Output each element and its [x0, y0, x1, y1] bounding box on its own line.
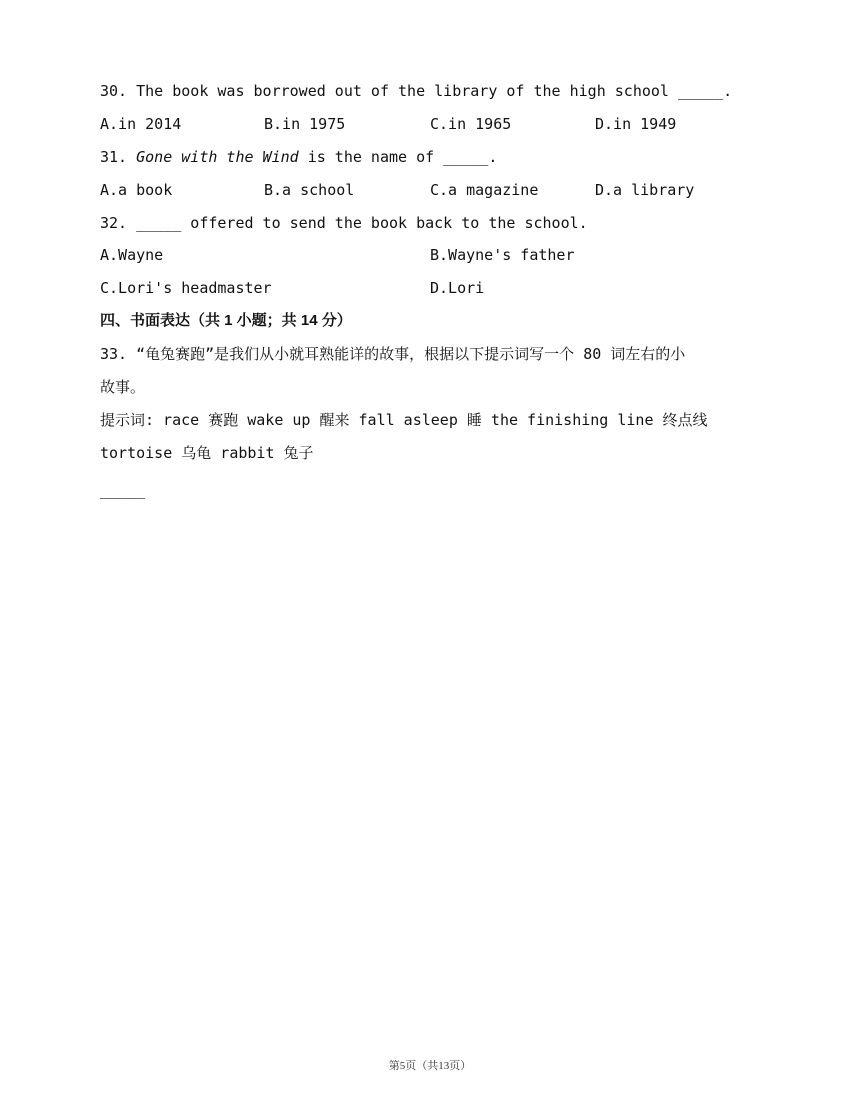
q31-number: 31. — [100, 148, 137, 166]
q33-hints-line2: tortoise 乌龟 rabbit 兔子 — [100, 444, 314, 462]
q31-option-a: A.a book — [100, 181, 173, 199]
q31-book-title: Gone with the Wind — [136, 148, 299, 166]
q31-option-c: C.a magazine — [430, 181, 539, 199]
q31-option-b: B.a school — [264, 181, 355, 199]
q30-option-a: A.in 2014 — [100, 115, 182, 133]
q31-stem — [100, 147, 497, 167]
page-footer: 第5页（共13页） — [388, 1060, 472, 1072]
q32-option-d: D.Lori — [430, 279, 485, 297]
q32-option-a: A.Wayne — [100, 246, 164, 264]
q32-option-b: B.Wayne's father — [430, 246, 575, 264]
q30-option-b: B.in 1975 — [264, 115, 346, 133]
q31-option-d: D.a library — [595, 181, 695, 199]
q33-prompt-line1: 33. “龟兔赛跑”是我们从小就耳熟能详的故事，根据以下提示词写一个 80 词左右的小 — [100, 345, 686, 363]
q33-prompt-line2: 故事。 — [100, 378, 146, 396]
q30-option-d: D.in 1949 — [595, 115, 677, 133]
q30-stem: 30. The book was borrowed out of the library of the high school _____. — [100, 82, 733, 100]
q33-hints-line1: 提示词: race 赛跑 wake up 醒来 fall asleep 睡 the finishing line 终点线 — [100, 411, 708, 429]
q33-answer-blank: _____ — [100, 481, 146, 499]
q30-option-c: C.in 1965 — [430, 115, 512, 133]
q32-stem: 32. _____ offered to send the book back to the school. — [100, 214, 588, 232]
q32-option-c: C.Lori's headmaster — [100, 279, 272, 297]
section-heading: 四、书面表达（共 1 小题；共 14 分） — [100, 312, 352, 329]
q31-rest: is the name of _____. — [298, 148, 498, 166]
